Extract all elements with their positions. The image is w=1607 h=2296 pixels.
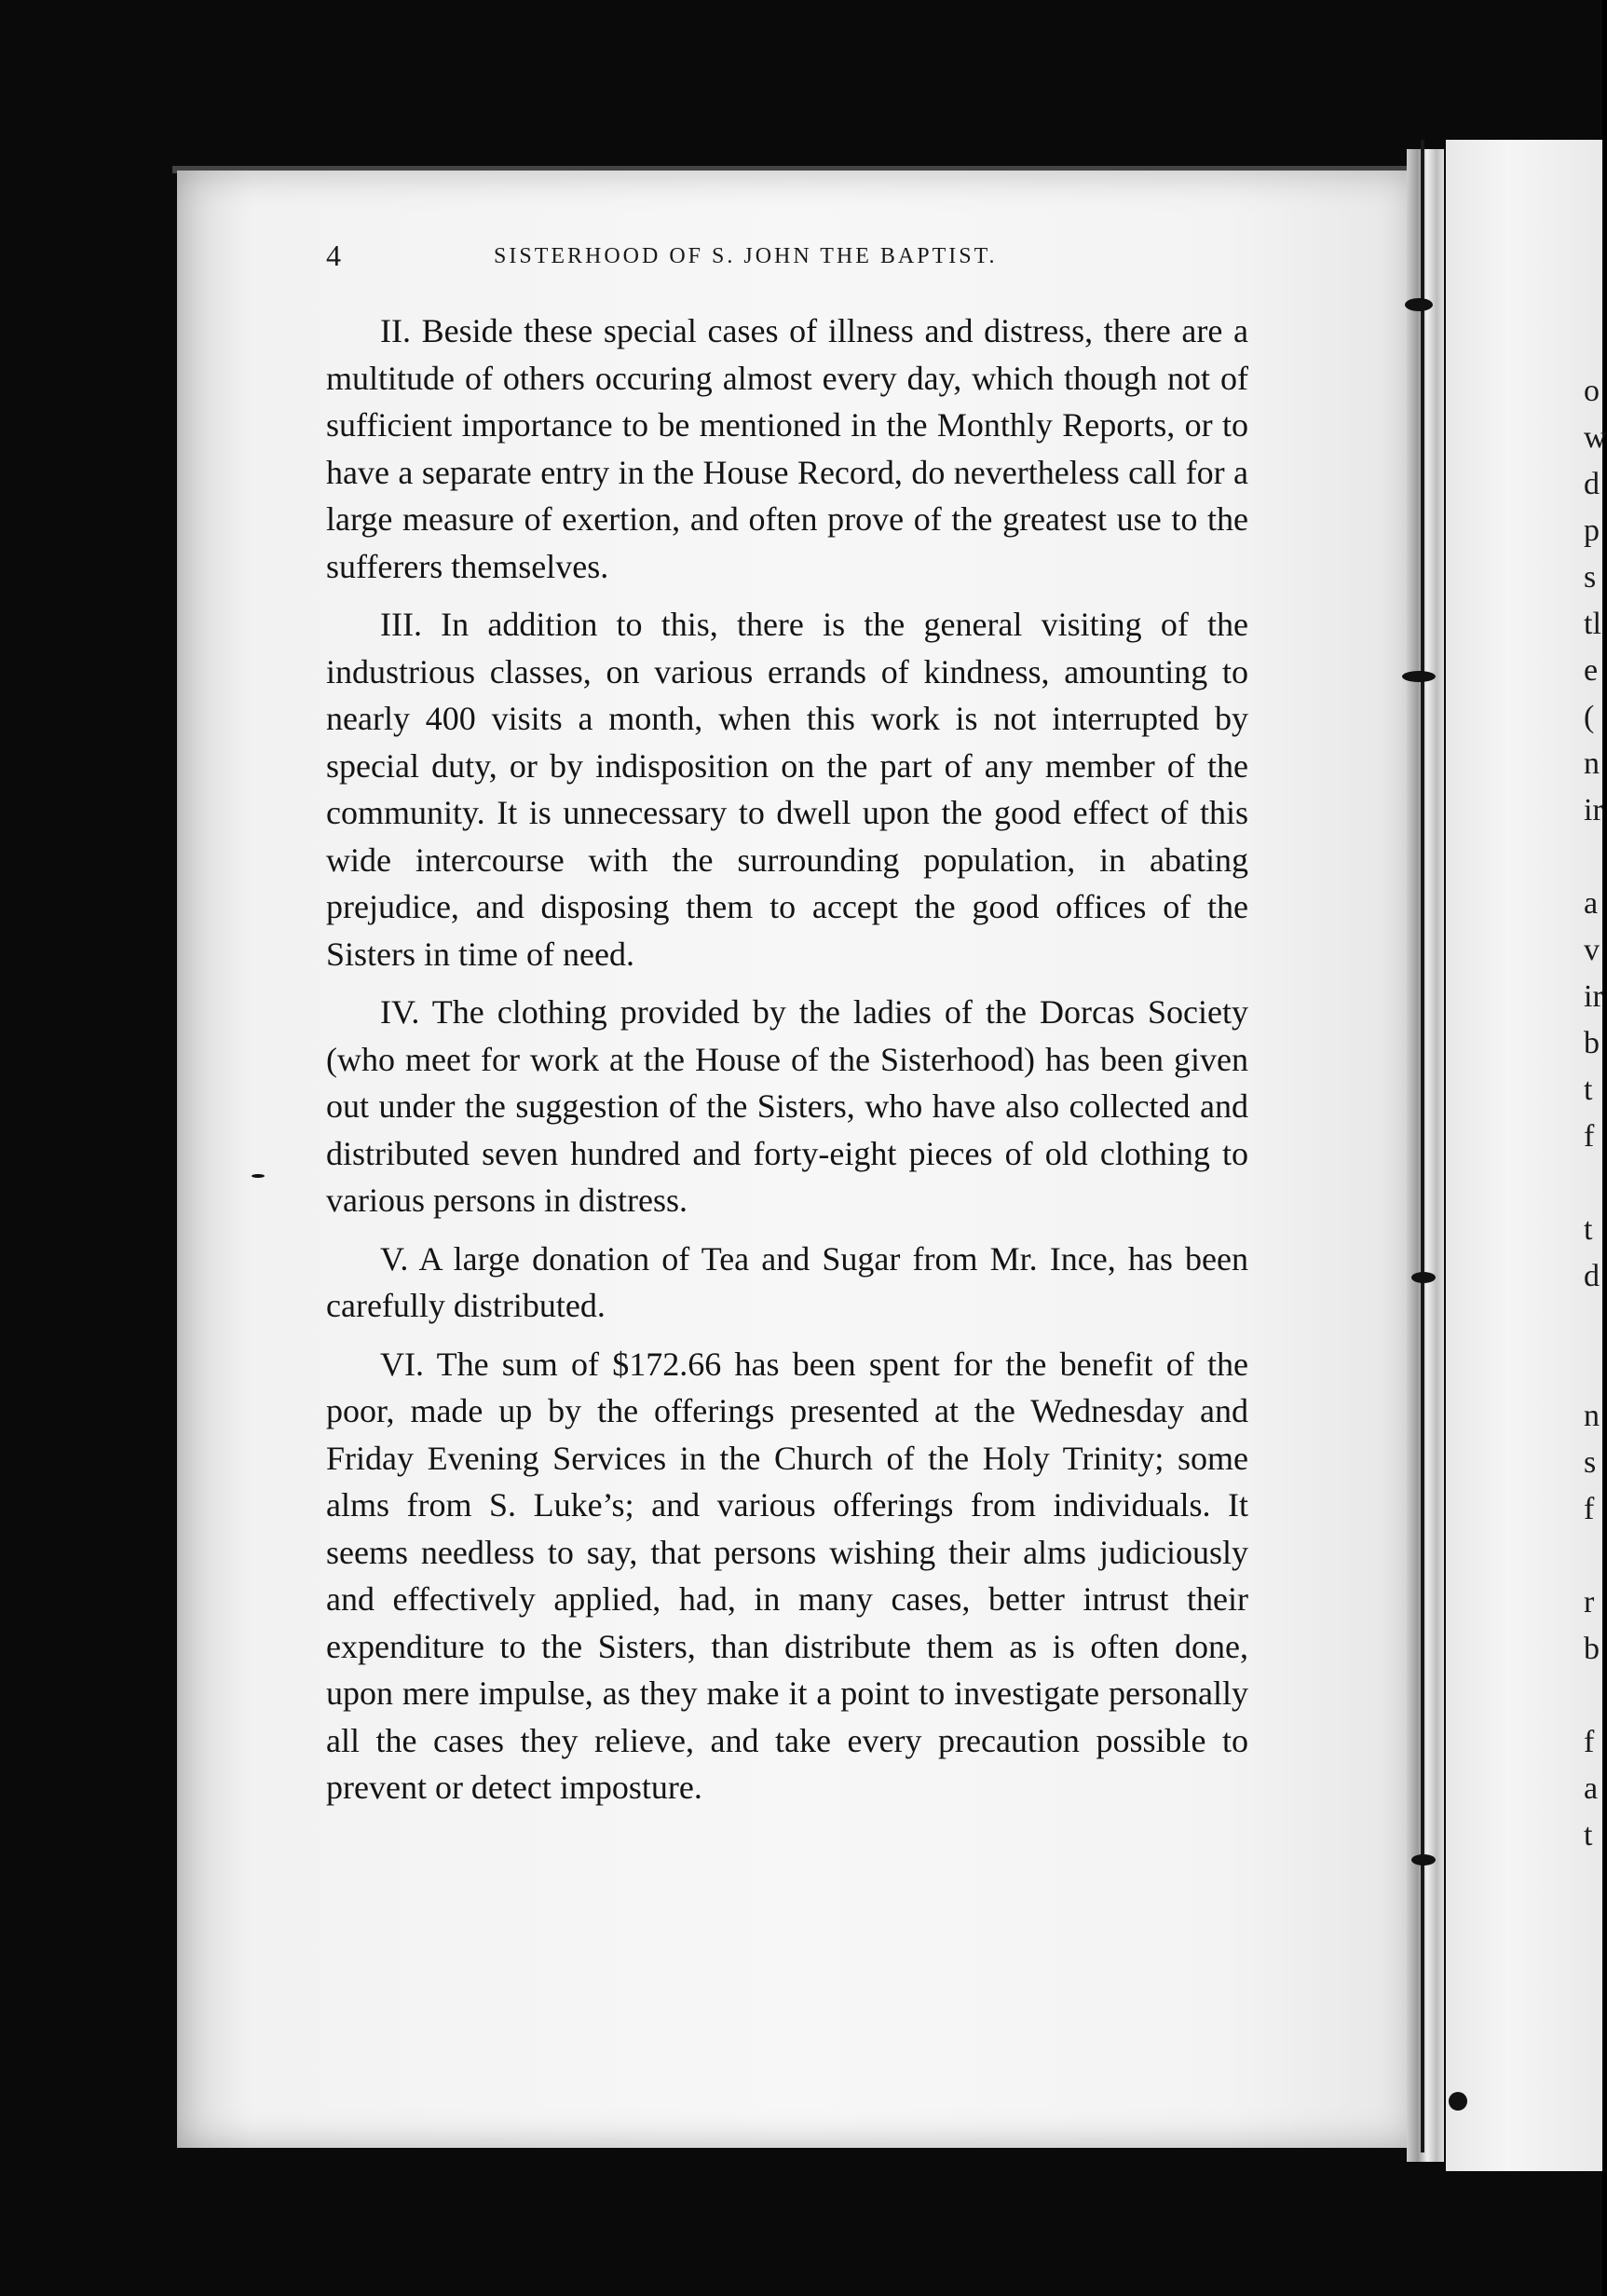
facing-page-letter: r [1584, 1585, 1595, 1620]
facing-page-letter [1584, 1533, 1602, 1579]
paragraph-v: V. A large donation of Tea and Sugar from Mr. Ince, has been carefully distributed. [326, 1239, 1248, 1324]
body-text [326, 308, 1248, 1823]
page-number: 4 [326, 239, 341, 272]
facing-page-letter: t [1584, 1818, 1593, 1852]
facing-page-letter: t [1584, 1073, 1593, 1107]
facing-page-letter: o [1584, 374, 1600, 408]
facing-page-letter: n [1584, 1399, 1600, 1433]
facing-page-letter: s [1584, 1445, 1597, 1480]
facing-page-edge [1446, 140, 1607, 2171]
facing-page-letters [1584, 368, 1607, 1859]
running-head [326, 239, 1258, 278]
facing-page-letter: tl [1584, 607, 1601, 641]
ink-speck [1405, 298, 1433, 311]
facing-page-letter: v [1584, 933, 1600, 967]
paragraph-vi: VI. The sum of $172.66 has been spent for the benefit of the poor, made up by the offerings presented at the Wednesday and Friday Evening Services in the Church of the Holy Trinity; some alms from S. Luke’s; and various offerings from individuals. It seems needless to say, that persons wishing their alms judiciously and effectively applied, had, in many cases, better intrust their expenditure to the Sisters, than distribute them as is often done, upon mere impulse, as they make it a point to investigate personally all the cases they relieve, and take every precaution possible to prevent or detect imposture. [326, 1345, 1248, 1806]
paragraph-iv: IV. The clothing provided by the ladies of the Dorcas Society (who meet for work at the House of the Sisterhood) has been given out under the suggestion of the Sisters, who have also collected and distributed seven hundred and forty-eight pieces of old clothing to various persons in distress. [326, 993, 1248, 1219]
facing-page-letter [1584, 1346, 1602, 1393]
facing-page-letter [1584, 834, 1602, 881]
facing-page-letter: e [1584, 653, 1599, 688]
facing-page-letter: ir [1584, 793, 1603, 827]
facing-page-letter: a [1584, 1771, 1599, 1806]
ink-speck [1402, 671, 1436, 682]
facing-page-letter: n [1584, 746, 1600, 781]
ink-speck [1411, 1272, 1436, 1283]
ink-speck [1411, 1854, 1436, 1866]
paragraph-ii: II. Beside these special cases of illness and distress, there are a multitude of others occuring almost every day, which though not of sufficient importance to be mentioned in the Monthly Reports, or to have a separate entry in the House Record, do nevertheless call for a large measure of exertion, and often prove of the greatest use to the sufferers themselves. [326, 312, 1248, 585]
facing-page-letter: w [1584, 420, 1607, 455]
ink-speck [1449, 2092, 1467, 2111]
ink-speck [252, 1174, 265, 1178]
facing-page-letter: f [1584, 1725, 1595, 1759]
facing-page-letter: a [1584, 886, 1599, 921]
facing-page-letter: p [1584, 513, 1600, 548]
facing-page-letter: s [1584, 560, 1597, 594]
gutter-binding-line [1421, 140, 1424, 2152]
facing-page-letter: d [1584, 467, 1600, 501]
facing-page-letter: ( [1584, 700, 1595, 734]
facing-page-letter: f [1584, 1119, 1595, 1154]
facing-page-letter: b [1584, 1632, 1600, 1666]
facing-page-letter [1584, 1673, 1602, 1719]
facing-page-letter [1584, 1160, 1602, 1207]
running-title: SISTERHOOD OF S. JOHN THE BAPTIST. [494, 244, 998, 268]
facing-page-letter [1584, 1300, 1602, 1346]
paragraph-iii: III. In addition to this, there is the general visiting of the industrious classes, on various errands of kindness, amounting to nearly 400 visits a month, when this work is not interrupted by special duty, or by indisposition on the part of any member of the community. It is unnecessary to dwell upon the good effect of this wide intercourse with the surrounding population, in abating prejudice, and disposing them to accept the good offices of the Sisters in time of need. [326, 606, 1248, 973]
facing-page-letter: d [1584, 1259, 1600, 1293]
facing-page-letter: f [1584, 1492, 1595, 1526]
facing-page-letter: ir [1584, 979, 1603, 1014]
facing-page-letter: t [1584, 1212, 1593, 1247]
facing-page-letter: b [1584, 1026, 1600, 1060]
